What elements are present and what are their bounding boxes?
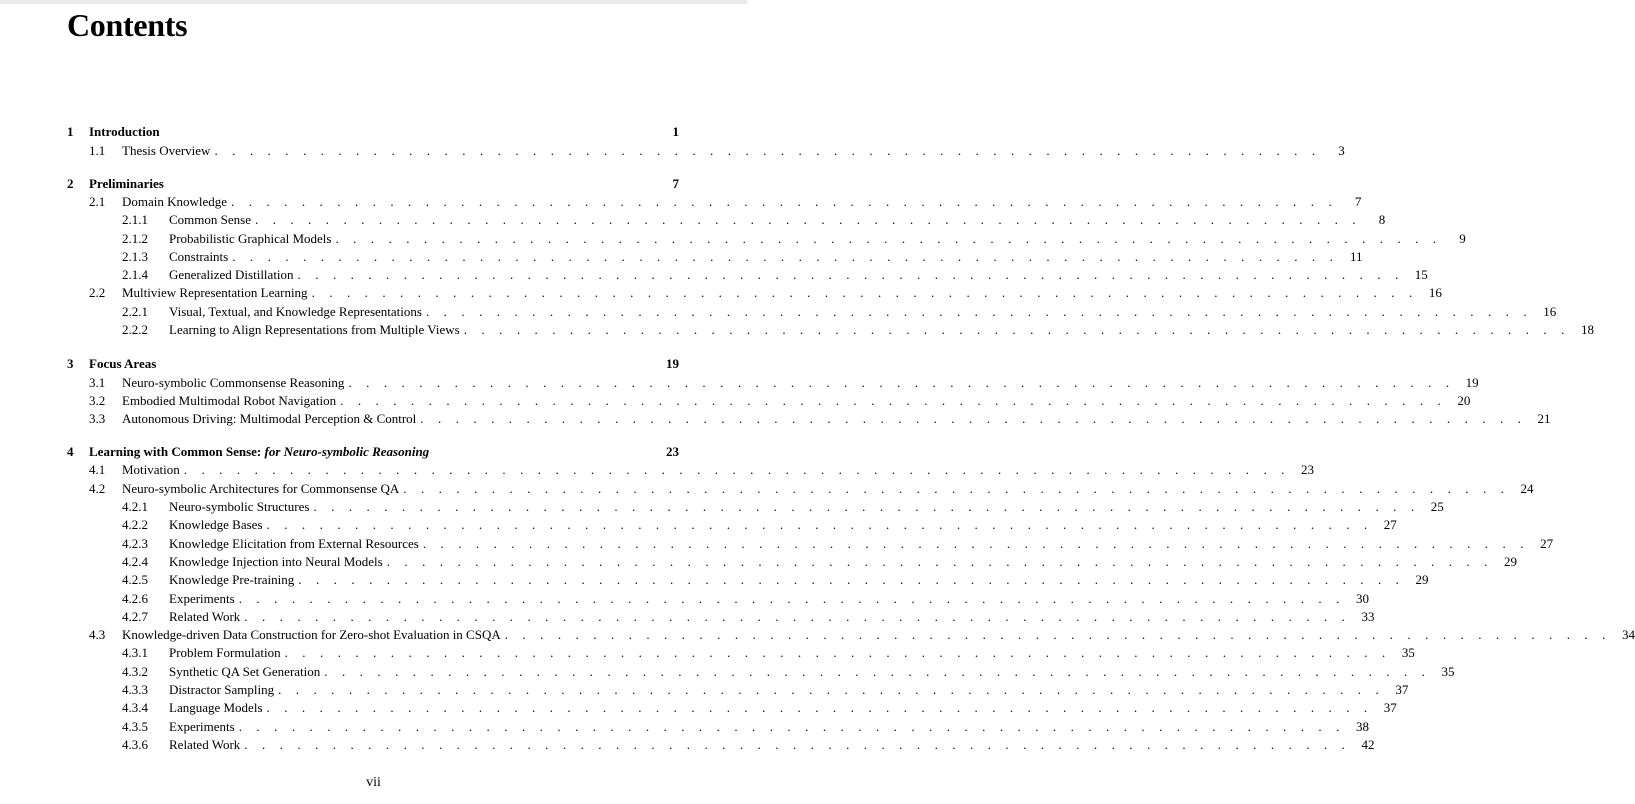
toc-entry-page: 9 xyxy=(1459,231,1466,246)
top-edge-band xyxy=(0,0,747,4)
toc-entry-number: 4.2 xyxy=(89,481,106,496)
toc-entry-number: 4.2.5 xyxy=(122,572,148,587)
toc-entry-line xyxy=(169,535,1554,553)
toc-entry-page: 33 xyxy=(1361,609,1375,624)
toc-entry-number: 2.2 xyxy=(89,285,106,300)
toc-entry-number: 4.2.2 xyxy=(122,517,148,532)
toc-entry-number: 2.1.2 xyxy=(122,231,148,246)
toc-entry-title: Probabilistic Graphical Models xyxy=(169,230,335,248)
toc-entry-number: 2 xyxy=(67,176,74,191)
toc-subsection-entry[interactable] xyxy=(0,248,1363,266)
toc-entry-page: 21 xyxy=(1537,411,1551,426)
toc-chapter-entry[interactable] xyxy=(0,355,747,373)
page-title: Contents xyxy=(67,7,188,43)
toc-subsection-entry[interactable] xyxy=(0,303,1557,321)
toc-dot-leader: . . . . . . . . . . . . . . . . . . . . . . . . . . . . . . . . . . . . . . . . . . . . . . . . . . . . . . . . . . . . . . . xyxy=(266,517,1373,532)
toc-entry-page: 34 xyxy=(1621,627,1635,642)
toc-entry-page: 20 xyxy=(1457,393,1471,408)
toc-entry-title: Experiments xyxy=(169,590,239,608)
toc-entry-title: Synthetic QA Set Generation xyxy=(169,663,324,681)
toc-section-entry[interactable] xyxy=(0,142,1345,160)
toc-entry-page: 25 xyxy=(1430,499,1444,514)
toc-entry-number: 4.3.2 xyxy=(122,664,148,679)
toc-entry-line xyxy=(169,516,1397,534)
toc-entry-title: Knowledge Elicitation from External Resources xyxy=(169,535,423,553)
toc-chapter-entry[interactable] xyxy=(0,443,747,461)
toc-entry-line xyxy=(169,663,1455,681)
toc-entry-line xyxy=(122,374,1479,392)
toc-entry-title: Learning to Align Representations from Multiple Views xyxy=(169,321,464,339)
toc-entry-line xyxy=(169,571,1429,589)
toc-entry-page: 23 xyxy=(666,444,679,459)
toc-entry-line xyxy=(122,284,1442,302)
toc-entry-page: 3 xyxy=(1338,143,1345,158)
toc-entry-line xyxy=(169,699,1397,717)
toc-dot-leader: . . . . . . . . . . . . . . . . . . . . . . . . . . . . . . . . . . . . . . . . . . . . . . . . . . . . . . . . . . . . . . . xyxy=(238,591,1345,606)
toc-subsection-entry[interactable] xyxy=(0,699,1397,717)
toc-subsection-entry[interactable] xyxy=(0,321,1594,339)
toc-dot-leader: . . . . . . . . . . . . . . . . . . . . . . . . . . . . . . . . . . . . . . . . . . . . . . . . . . . . . . . . . . . . . . . xyxy=(324,664,1431,679)
toc-entry-number: 1 xyxy=(67,124,74,139)
toc-dot-leader: . . . . . . . . . . . . . . . . . . . . . . . . . . . . . . . . . . . . . . . . . . . . . . . . . . . . . . . . . . . . . . . xyxy=(386,554,1493,569)
toc-subsection-entry[interactable] xyxy=(0,608,1375,626)
toc-entry-line xyxy=(122,392,1471,410)
toc-entry-number: 4 xyxy=(67,444,74,459)
toc-subsection-entry[interactable] xyxy=(0,535,1554,553)
toc-entry-page: 7 xyxy=(1354,194,1362,209)
toc-entry-number: 2.1.4 xyxy=(122,267,148,282)
toc-entry-title-italic: for Neuro-symbolic Reasoning xyxy=(264,444,430,459)
toc-entry-page: 35 xyxy=(1401,645,1415,660)
toc-subsection-entry[interactable] xyxy=(0,644,1415,662)
page-number: vii xyxy=(366,775,381,790)
toc-entry-line xyxy=(89,175,679,193)
toc-entry-line xyxy=(122,193,1362,211)
toc-entry-page: 19 xyxy=(666,356,679,371)
toc-entry-number: 4.3.3 xyxy=(122,682,148,697)
toc-entry-title: Focus Areas xyxy=(89,355,160,373)
toc-entry-title: Common Sense xyxy=(169,211,255,229)
toc-entry-title: Neuro-symbolic Architectures for Commonsense QA xyxy=(122,480,403,498)
toc-subsection-entry[interactable] xyxy=(0,681,1409,699)
toc-subsection-entry[interactable] xyxy=(0,230,1466,248)
toc-entry-page: 24 xyxy=(1520,481,1534,496)
toc-dot-leader: . . . . . . . . . . . . . . . . . . . . . . . . . . . . . . . . . . . . . . . . . . . . . . . . . . . . . . . . . . . . . . . xyxy=(313,499,1420,514)
toc-entry-line xyxy=(169,321,1594,339)
toc-entry-number: 4.2.6 xyxy=(122,591,148,606)
toc-entry-title: Knowledge-driven Data Construction for Zero-shot Evaluation in CSQA xyxy=(122,626,505,644)
toc-entry-page: 42 xyxy=(1361,737,1375,752)
toc-dot-leader: . . . . . . . . . . . . . . . . . . . . . . . . . . . . . . . . . . . . . . . . . . . . . . . . . . . . . . . . . . . . . . . xyxy=(231,194,1338,209)
toc-entry-number: 3 xyxy=(67,356,74,371)
toc-entry-title: Related Work xyxy=(169,608,244,626)
toc-entry-line xyxy=(122,461,1315,479)
toc-entry-number: 3.3 xyxy=(89,411,106,426)
toc-dot-leader: . . . . . . . . . . . . . . . . . . . . . . . . . . . . . . . . . . . . . . . . . . . . . . . . . . . . . . . . . . . . . . . xyxy=(335,231,1442,246)
toc-entry-title: Preliminaries xyxy=(89,175,168,193)
toc-entry-number: 4.3.1 xyxy=(122,645,148,660)
toc-entry-title: Constraints xyxy=(169,248,232,266)
toc-subsection-entry[interactable] xyxy=(0,498,1444,516)
toc-entry-line xyxy=(169,498,1444,516)
toc-entry-page: 27 xyxy=(1383,517,1397,532)
toc-entry-number: 4.2.7 xyxy=(122,609,148,624)
toc-subsection-entry[interactable] xyxy=(0,553,1517,571)
toc-section-entry[interactable] xyxy=(0,374,1479,392)
toc-dot-leader: . . . . . . . . . . . . . . . . . . . . . . . . . . . . . . . . . . . . . . . . . . . . . . . . . . . . . . . . . . . . . . . xyxy=(297,267,1404,282)
toc-entry-number: 4.1 xyxy=(89,462,106,477)
toc-section-entry[interactable] xyxy=(0,410,1551,428)
toc-subsection-entry[interactable] xyxy=(0,571,1429,589)
toc-entry-page: 37 xyxy=(1383,700,1397,715)
toc-subsection-entry[interactable] xyxy=(0,736,1375,754)
toc-entry-number: 4.2.4 xyxy=(122,554,148,569)
toc-section-entry[interactable] xyxy=(0,193,1362,211)
toc-entry-title: Autonomous Driving: Multimodal Perception & Control xyxy=(122,410,420,428)
toc-section-entry[interactable] xyxy=(0,461,1315,479)
toc-entry-page: 30 xyxy=(1355,591,1369,606)
toc-entry-number: 4.3 xyxy=(89,627,106,642)
toc-dot-leader: . . . . . . . . . . . . . . . . . . . . . . . . . . . . . . . . . . . . . . . . . . . . . . . . . . . . . . . . . . . . . . . xyxy=(266,700,1373,715)
toc-dot-leader: . . . . . . . . . . . . . . . . . . . . . . . . . . . . . . . . . . . . . . . . . . . . . . . . . . . . . . . . . . . . . . . xyxy=(214,143,1321,158)
toc-entry-line xyxy=(169,644,1415,662)
toc-entry-page: 16 xyxy=(1543,304,1557,319)
toc-subsection-entry[interactable] xyxy=(0,516,1397,534)
toc-entry-line xyxy=(89,443,679,461)
toc-entry-title: Motivation xyxy=(122,461,184,479)
toc-entry-line xyxy=(122,626,1635,644)
toc-entry-title: Introduction xyxy=(89,123,164,141)
toc-entry-title: Distractor Sampling xyxy=(169,681,278,699)
toc-entry-page: 11 xyxy=(1349,249,1363,264)
toc-entry-page: 27 xyxy=(1540,536,1554,551)
toc-entry-number: 4.3.5 xyxy=(122,719,148,734)
toc-entry-number: 1.1 xyxy=(89,143,106,158)
toc-entry-number: 4.3.6 xyxy=(122,737,148,752)
toc-entry-title: Knowledge Pre-training xyxy=(169,571,298,589)
toc-entry-title: Related Work xyxy=(169,736,244,754)
toc-entry-page: 1 xyxy=(672,124,679,139)
toc-entry-number: 2.1.3 xyxy=(122,249,148,264)
toc-entry-title: Knowledge Bases xyxy=(169,516,267,534)
toc-entry-title: Embodied Multimodal Robot Navigation xyxy=(122,392,340,410)
toc-entry-line xyxy=(122,480,1534,498)
toc-dot-leader: . . . . . . . . . . . . . . . . . . . . . . . . . . . . . . . . . . . . . . . . . . . . . . . . . . . . . . . . . . . . . . . xyxy=(232,249,1339,264)
toc-entry-number: 2.2.1 xyxy=(122,304,148,319)
toc-section-entry[interactable] xyxy=(0,284,1442,302)
toc-entry-page: 23 xyxy=(1301,462,1315,477)
toc-entry-line xyxy=(169,736,1375,754)
toc-entry-line xyxy=(169,553,1517,571)
toc-entry-line xyxy=(169,718,1369,736)
toc-entry-page: 38 xyxy=(1355,719,1369,734)
toc-entry-number: 4.2.3 xyxy=(122,536,148,551)
toc-entry-title: Problem Formulation xyxy=(169,644,285,662)
toc-dot-leader: . . . . . . . . . . . . . . . . . . . . . . . . . . . . . . . . . . . . . . . . . . . . . . . . . . . . . . . . . . . . . . . xyxy=(504,627,1611,642)
toc-entry-title: Experiments xyxy=(169,718,239,736)
toc-entry-title: Language Models xyxy=(169,699,267,717)
toc-subsection-entry[interactable] xyxy=(0,266,1428,284)
toc-subsection-entry[interactable] xyxy=(0,590,1369,608)
toc-entry-page: 29 xyxy=(1415,572,1429,587)
toc-entry-number: 4.3.4 xyxy=(122,700,148,715)
toc-entry-line xyxy=(122,410,1551,428)
toc-entry-title: Generalized Distillation xyxy=(169,266,298,284)
toc-entry-page: 35 xyxy=(1441,664,1455,679)
toc-entry-page: 8 xyxy=(1378,212,1386,227)
toc-entry-title: Thesis Overview xyxy=(122,142,214,160)
toc-dot-leader: . . . . . . . . . . . . . . . . . . . . . . . . . . . . . . . . . . . . . . . . . . . . . . . . . . . . . . . . . . . . . . . xyxy=(311,285,1418,300)
toc-entry-line xyxy=(169,590,1369,608)
toc-dot-leader: . . . . . . . . . . . . . . . . . . . . . . . . . . . . . . . . . . . . . . . . . . . . . . . . . . . . . . . . . . . . . . . xyxy=(284,645,1391,660)
toc-subsection-entry[interactable] xyxy=(0,663,1455,681)
toc-dot-leader: . . . . . . . . . . . . . . . . . . . . . . . . . . . . . . . . . . . . . . . . . . . . . . . . . . . . . . . . . . . . . . . xyxy=(244,609,1351,624)
toc-entry-title: Learning with Common Sense: for Neuro-symbolic Reasoning xyxy=(89,443,433,461)
toc-entry-line xyxy=(169,211,1386,229)
toc-entry-title: Knowledge Injection into Neural Models xyxy=(169,553,387,571)
toc-entry-number: 2.1 xyxy=(89,194,106,209)
toc-entry-line xyxy=(169,681,1409,699)
toc-entry-title: Neuro-symbolic Structures xyxy=(169,498,313,516)
toc-dot-leader: . . . . . . . . . . . . . . . . . . . . . . . . . . . . . . . . . . . . . . . . . . . . . . . . . . . . . . . . . . . . . . . xyxy=(298,572,1405,587)
toc-entry-line xyxy=(169,266,1428,284)
toc-entry-line xyxy=(169,248,1363,266)
toc-section-entry[interactable] xyxy=(0,480,1534,498)
toc-entry-page: 19 xyxy=(1465,375,1479,390)
toc-entry-page: 37 xyxy=(1395,682,1409,697)
toc-subsection-entry[interactable] xyxy=(0,718,1369,736)
toc-entry-page: 29 xyxy=(1503,554,1517,569)
toc-dot-leader: . . . . . . . . . . . . . . . . . . . . . . . . . . . . . . . . . . . . . . . . . . . . . . . . . . . . . . . . . . . . . . . xyxy=(278,682,1385,697)
toc-dot-leader: . . . . . . . . . . . . . . . . . . . . . . . . . . . . . . . . . . . . . . . . . . . . . . . . . . . . . . . . . . . . . . . xyxy=(244,737,1351,752)
toc-dot-leader: . . . . . . . . . . . . . . . . . . . . . . . . . . . . . . . . . . . . . . . . . . . . . . . . . . . . . . . . . . . . . . . xyxy=(420,411,1527,426)
toc-entry-line xyxy=(89,123,679,141)
toc-entry-number: 2.1.1 xyxy=(122,212,148,227)
toc-entry-line xyxy=(169,608,1375,626)
toc-dot-leader: . . . . . . . . . . . . . . . . . . . . . . . . . . . . . . . . . . . . . . . . . . . . . . . . . . . . . . . . . . . . . . . xyxy=(254,212,1362,227)
toc-entry-line xyxy=(122,142,1345,160)
toc-entry-title: Visual, Textual, and Knowledge Representations xyxy=(169,303,426,321)
toc-chapter-entry[interactable] xyxy=(0,123,747,141)
toc-section-entry[interactable] xyxy=(0,626,1635,644)
toc-dot-leader: . . . . . . . . . . . . . . . . . . . . . . . . . . . . . . . . . . . . . . . . . . . . . . . . . . . . . . . . . . . . . . . xyxy=(183,462,1291,477)
toc-entry-page: 16 xyxy=(1428,285,1442,300)
toc-dot-leader: . . . . . . . . . . . . . . . . . . . . . . . . . . . . . . . . . . . . . . . . . . . . . . . . . . . . . . . . . . . . . . . xyxy=(403,481,1510,496)
toc-dot-leader: . . . . . . . . . . . . . . . . . . . . . . . . . . . . . . . . . . . . . . . . . . . . . . . . . . . . . . . . . . . . . . . xyxy=(340,393,1447,408)
toc-entry-line xyxy=(169,303,1557,321)
toc-dot-leader: . . . . . . . . . . . . . . . . . . . . . . . . . . . . . . . . . . . . . . . . . . . . . . . . . . . . . . . . . . . . . . . xyxy=(238,719,1345,734)
toc-dot-leader: . . . . . . . . . . . . . . . . . . . . . . . . . . . . . . . . . . . . . . . . . . . . . . . . . . . . . . . . . . . . . . . xyxy=(463,322,1570,337)
toc-entry-page: 18 xyxy=(1580,322,1594,337)
toc-entry-page: 7 xyxy=(672,176,679,191)
toc-entry-number: 2.2.2 xyxy=(122,322,148,337)
toc-entry-title: Multiview Representation Learning xyxy=(122,284,312,302)
toc-entry-number: 3.1 xyxy=(89,375,106,390)
toc-entry-page: 15 xyxy=(1414,267,1428,282)
toc-dot-leader: . . . . . . . . . . . . . . . . . . . . . . . . . . . . . . . . . . . . . . . . . . . . . . . . . . . . . . . . . . . . . . . xyxy=(425,304,1533,319)
toc-entry-title: Neuro-symbolic Commonsense Reasoning xyxy=(122,374,348,392)
toc-entry-line xyxy=(169,230,1466,248)
toc-entry-number: 4.2.1 xyxy=(122,499,148,514)
toc-entry-number: 3.2 xyxy=(89,393,106,408)
toc-dot-leader: . . . . . . . . . . . . . . . . . . . . . . . . . . . . . . . . . . . . . . . . . . . . . . . . . . . . . . . . . . . . . . . xyxy=(422,536,1530,551)
toc-dot-leader: . . . . . . . . . . . . . . . . . . . . . . . . . . . . . . . . . . . . . . . . . . . . . . . . . . . . . . . . . . . . . . . xyxy=(348,375,1455,390)
toc-entry-title: Domain Knowledge xyxy=(122,193,231,211)
toc-chapter-entry[interactable] xyxy=(0,175,747,193)
toc-entry-line xyxy=(89,355,679,373)
toc-section-entry[interactable] xyxy=(0,392,1471,410)
toc-subsection-entry[interactable] xyxy=(0,211,1386,229)
